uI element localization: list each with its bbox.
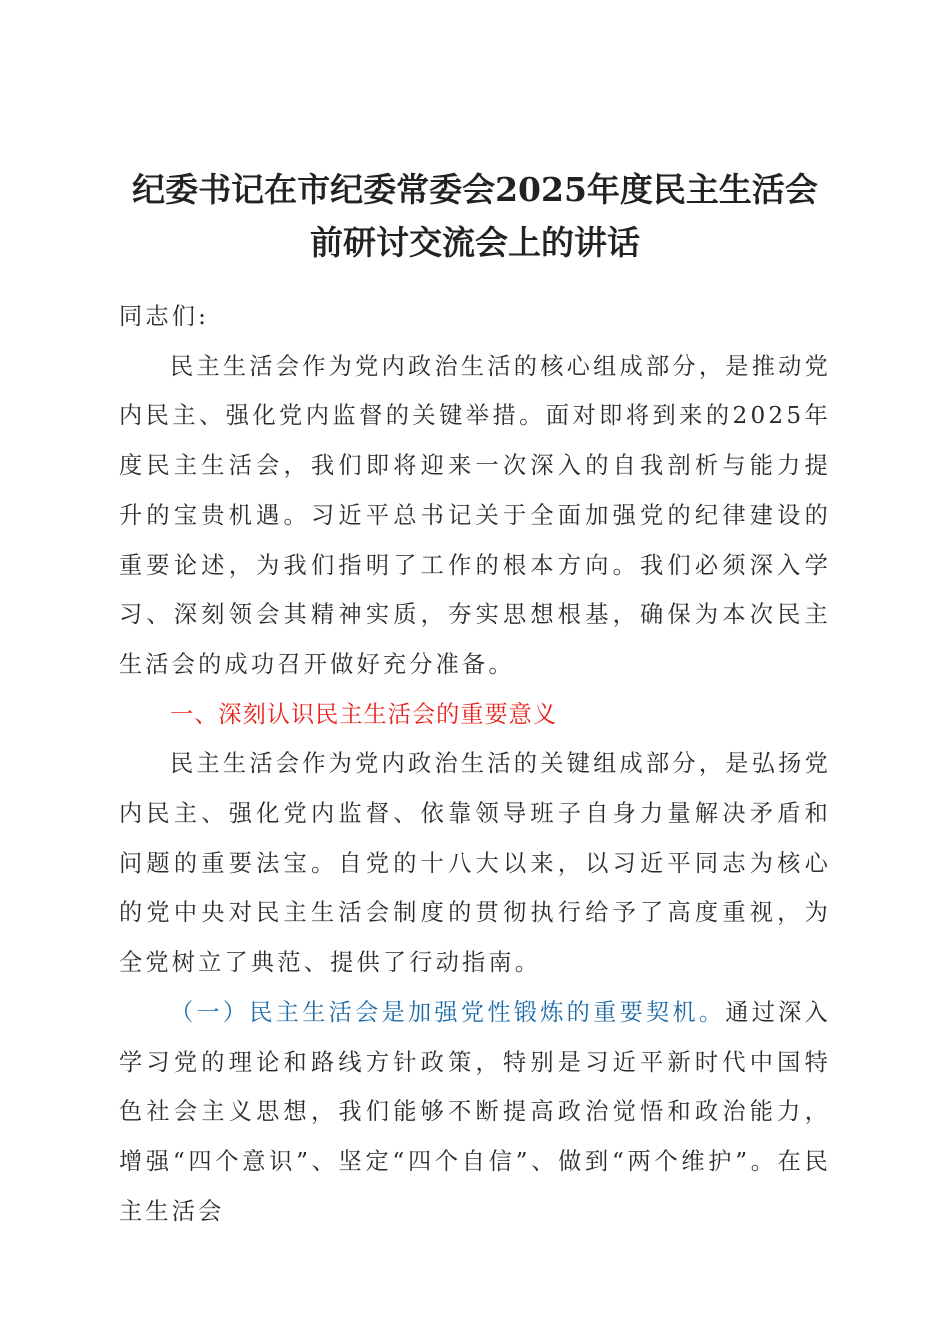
subsection-heading-1: （一）民主生活会是加强党性锻炼的重要契机。 xyxy=(170,998,726,1026)
subsection-1-text: 通过深入学习党的理论和路线方针政策，特别是习近平新时代中国特色社会主义思想，我们能够不断提高政治觉悟和政治能力，增强“四个意识”、坚定“四个自信”、做到“两个维护”。在民主生活会 xyxy=(119,998,831,1225)
document-body xyxy=(119,292,831,1236)
intro-paragraph: 民主生活会作为党内政治生活的核心组成部分，是推动党内民主、强化党内监督的关键举措。面对即将到来的2025年度民主生活会，我们即将迎来一次深入的自我剖析与能力提升的宝贵机遇。习近平总书记关于全面加强党的纪律建设的重要论述，为我们指明了工作的根本方向。我们必须深入学习、深刻领会其精神实质，夯实思想根基，确保为本次民主生活会的成功召开做好充分准备。 xyxy=(119,352,831,678)
section-1-paragraph: 民主生活会作为党内政治生活的关键组成部分，是弘扬党内民主、强化党内监督、依靠领导班子自身力量解决矛盾和问题的重要法宝。自党的十八大以来，以习近平同志为核心的党中央对民主生活会制度的贯彻执行给予了高度重视，为全党树立了典范、提供了行动指南。 xyxy=(119,750,831,977)
section-heading-1: 一、深刻认识民主生活会的重要意义 xyxy=(170,700,558,728)
document-title-line-1: 纪委书记在市纪委常委会2025年度民主生活会 xyxy=(132,170,818,209)
document-title-line-2: 前研讨交流会上的讲话 xyxy=(310,223,640,262)
salutation: 同志们: xyxy=(119,303,210,330)
subsection-1-paragraph xyxy=(119,988,831,1237)
